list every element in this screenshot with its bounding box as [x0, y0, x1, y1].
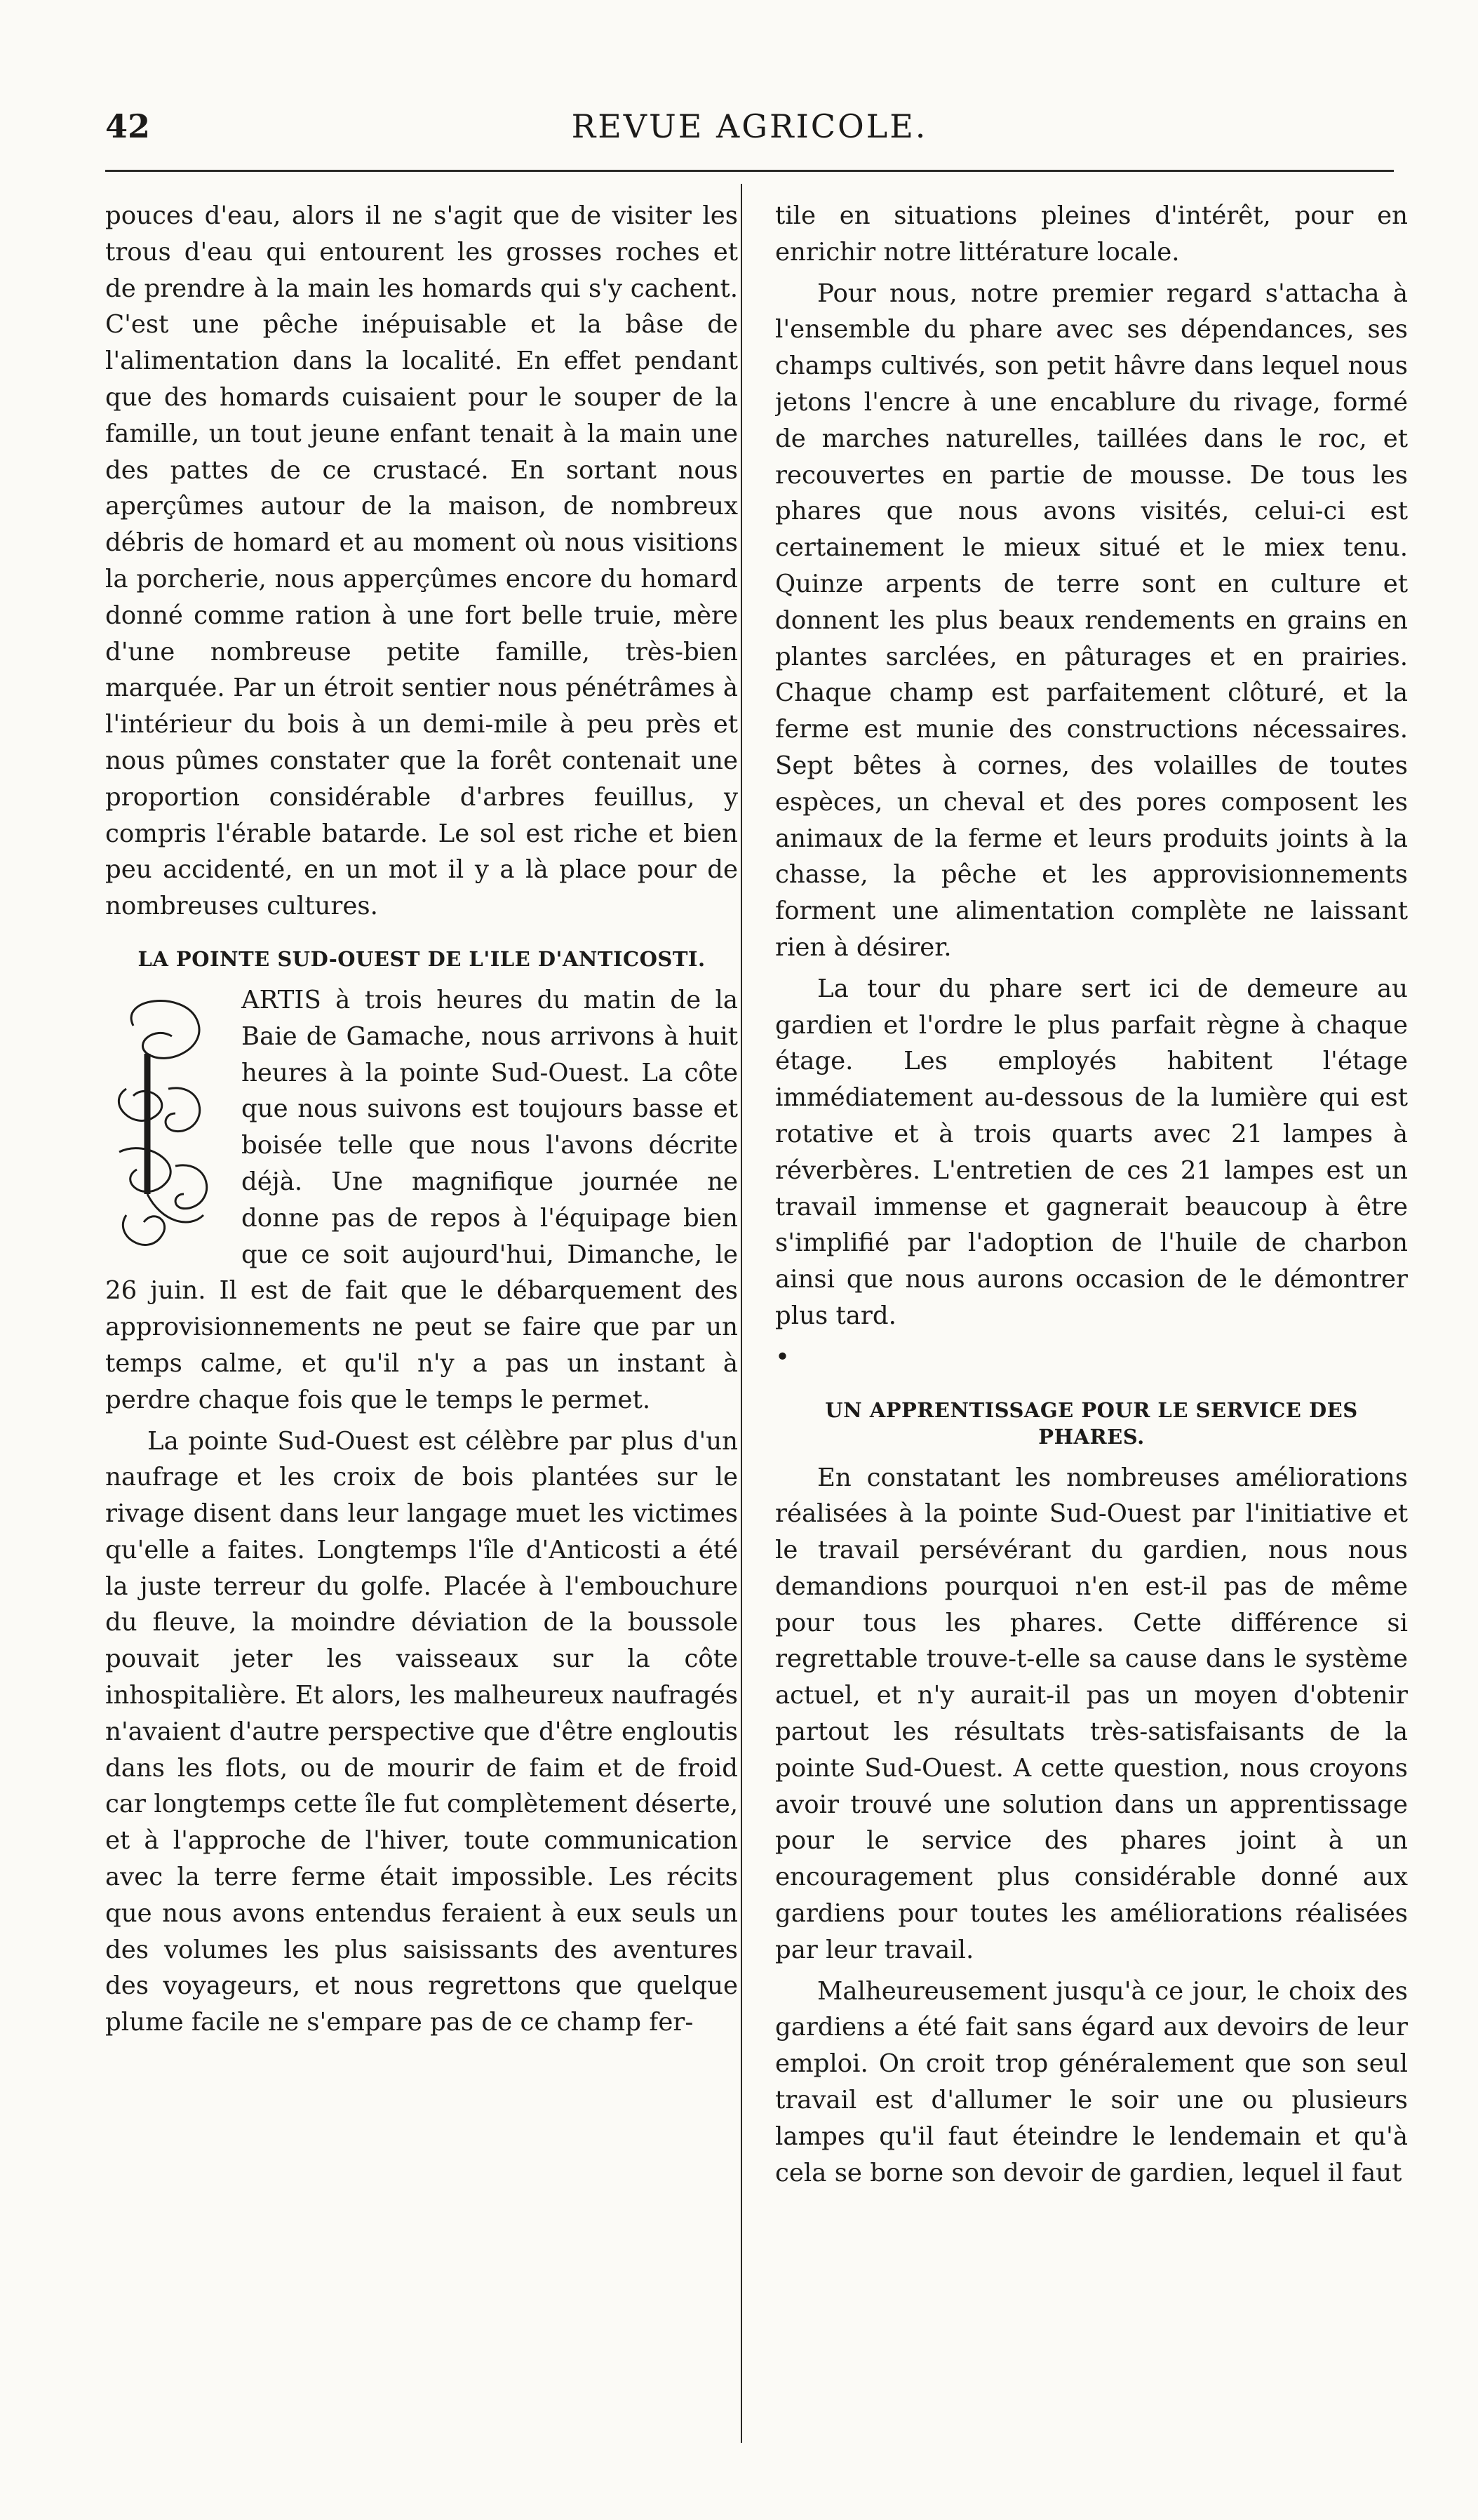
right-paragraph-3: La tour du phare sert ici de demeure au gardien et l'ordre le plus parfait règne à chaque étage. Les employés habitent l'étage immédiatement au-dessous de la lumière qui est rotative et à trois quarts avec 21 lampes à réverbères. L'entretien de ces 21 lampes est un travail immense et gagnerait beaucoup à être s'implifié par l'adoption de l'huile de charbon ainsi que nous aurons occasion de le démontrer plus tard.: [775, 974, 1408, 1330]
section-title-anticosti: LA POINTE SUD-OUEST DE L'ILE D'ANTICOSTI.: [137, 946, 706, 971]
right-paragraph-1: tile en situations pleines d'intérêt, pour en enrichir notre littérature locale.: [775, 201, 1408, 267]
section-mark: •: [775, 1342, 790, 1372]
right-paragraph-5: Malheureusement jusqu'à ce jour, le choix des gardiens a été fait sans égard aux devoirs de leur emploi. On croit trop généralement que son seul travail est d'allumer le soir une ou plusieurs lampes qu'il faut éteindre le lendemain et qu'à cela se borne son devoir de gardien, lequel il faut: [775, 1976, 1408, 2187]
left-paragraph-3: La pointe Sud-Ouest est célèbre par plus d'un naufrage et les croix de bois plantées sur le rivage disent dans leur langage muet les victimes qu'elle a faites. Longtemps l'île d'Anticosti a été la juste terreur du golfe. Placée à l'embouchure du fleuve, la moindre déviation de la boussole pouvait jeter les vaisseaux sur la côte inhospitalière. Et alors, les malheureux naufragés n'avaient d'autre perspective que d'être engloutis dans les flots, ou de mourir de faim et de froid car longtemps cette île fut complètement déserte, et à l'approche de l'hiver, toute communication avec la terre ferme était impossible. Les récits que nous avons entendus feraient à eux seuls un des volumes les plus saisissants des aventures des voyageurs, et nous regrettons que quelque plume facile ne s'empare pas de ce champ fer-: [105, 1426, 738, 2037]
header-rule: [105, 170, 1394, 172]
right-paragraph-2: Pour nous, notre premier regard s'attacha à l'ensemble du phare avec ses dépendances, ses champs cultivés, son petit hâvre dans lequel nous jetons l'encre à une encablure du rivage, formé de marches naturelles, taillées dans le roc, et recouvertes en partie de mousse. De tous les phares que nous avons visités, celui-ci est certainement le mieux situé et le miex tenu. Quinze arpents de terre sont en culture et donnent les plus beaux rendements en grains en plantes sarclées, en pâturages et en prairies. Chaque champ est parfaitement clôturé, et la ferme est munie des constructions nécessaires. Sept bêtes à cornes, des volailles de toutes espèces, un cheval et des pores composent les animaux de la ferme et leurs produits joints à la chasse, la pêche et les approvisionnements forment une alimentation complète ne laissant rien à désirer.: [775, 279, 1408, 962]
running-title: REVUE AGRICOLE.: [571, 107, 928, 145]
right-column: [775, 198, 1408, 2443]
page-number: 42: [105, 107, 151, 145]
left-paragraph-1: pouces d'eau, alors il ne s'agit que de visiter les trous d'eau qui entourent les grosses roches et de prendre à la main les homards qui s'y cachent. C'est une pêche inépuisable et la bâse de l'alimentation dans la localité. En effet pendant que des homards cuisaient pour le souper de la famille, un tout jeune enfant tenait à la main une des pattes de ce crustacé. En sortant nous aperçûmes autour de la maison, de nombreux débris de homard et au moment où nous visitions la porcherie, nous apperçûmes encore du homard donné comme ration à une fort belle truie, mère d'une nombreuse petite famille, très-bien marquée. Par un étroit sentier nous pénétrâmes à l'intérieur du bois à un demi-mile à peu près et nous pûmes constater que la forêt contenait une proportion considérable d'arbres feuillus, y compris l'érable batarde. Le sol est riche et bien peu accidenté, en un mot il y a là place pour de nombreuses cultures.: [105, 201, 738, 921]
page-header: [105, 105, 1394, 147]
ornamental-initial: [105, 984, 231, 1264]
left-paragraph-2: ARTIS à trois heures du matin de la Baie de Gamache, nous arrivons à huit heures à la pointe Sud-Ouest. La côte que nous suivons est toujours basse et boisée telle que nous l'avons décrite déjà. Une magnifique journée ne donne pas de repos à l'équipage bien que ce soit aujourd'hui, Dimanche, le 26 juin. Il est de fait que le débarquement des approvisionnements ne peut se faire que par un temps calme, et qu'il n'y a pas un instant à perdre chaque fois que le temps le permet.: [105, 985, 738, 1414]
column-divider: [741, 184, 742, 2443]
ornament-flourish-icon: [105, 984, 231, 1264]
section-title-apprentissage: UN APPRENTISSAGE POUR LE SERVICE DES PHARES.: [825, 1398, 1358, 1449]
right-paragraph-4: En constatant les nombreuses améliorations réalisées à la pointe Sud-Ouest par l'initiative et le travail persévérant du gardien, nous nous demandions pourquoi n'en est-il pas de même pour tous les phares. Cette différence si regrettable trouve-t-elle sa cause dans le système actuel, et n'y aurait-il pas un moyen d'obtenir partout les résultats très-satisfaisants de la pointe Sud-Ouest. A cette question, nous croyons avoir trouvé une solution dans un apprentissage pour le service des phares joint à un encouragement plus considérable donné aux gardiens pour toutes les améliorations réalisées par leur travail.: [775, 1463, 1408, 1964]
left-column: [105, 198, 738, 2443]
